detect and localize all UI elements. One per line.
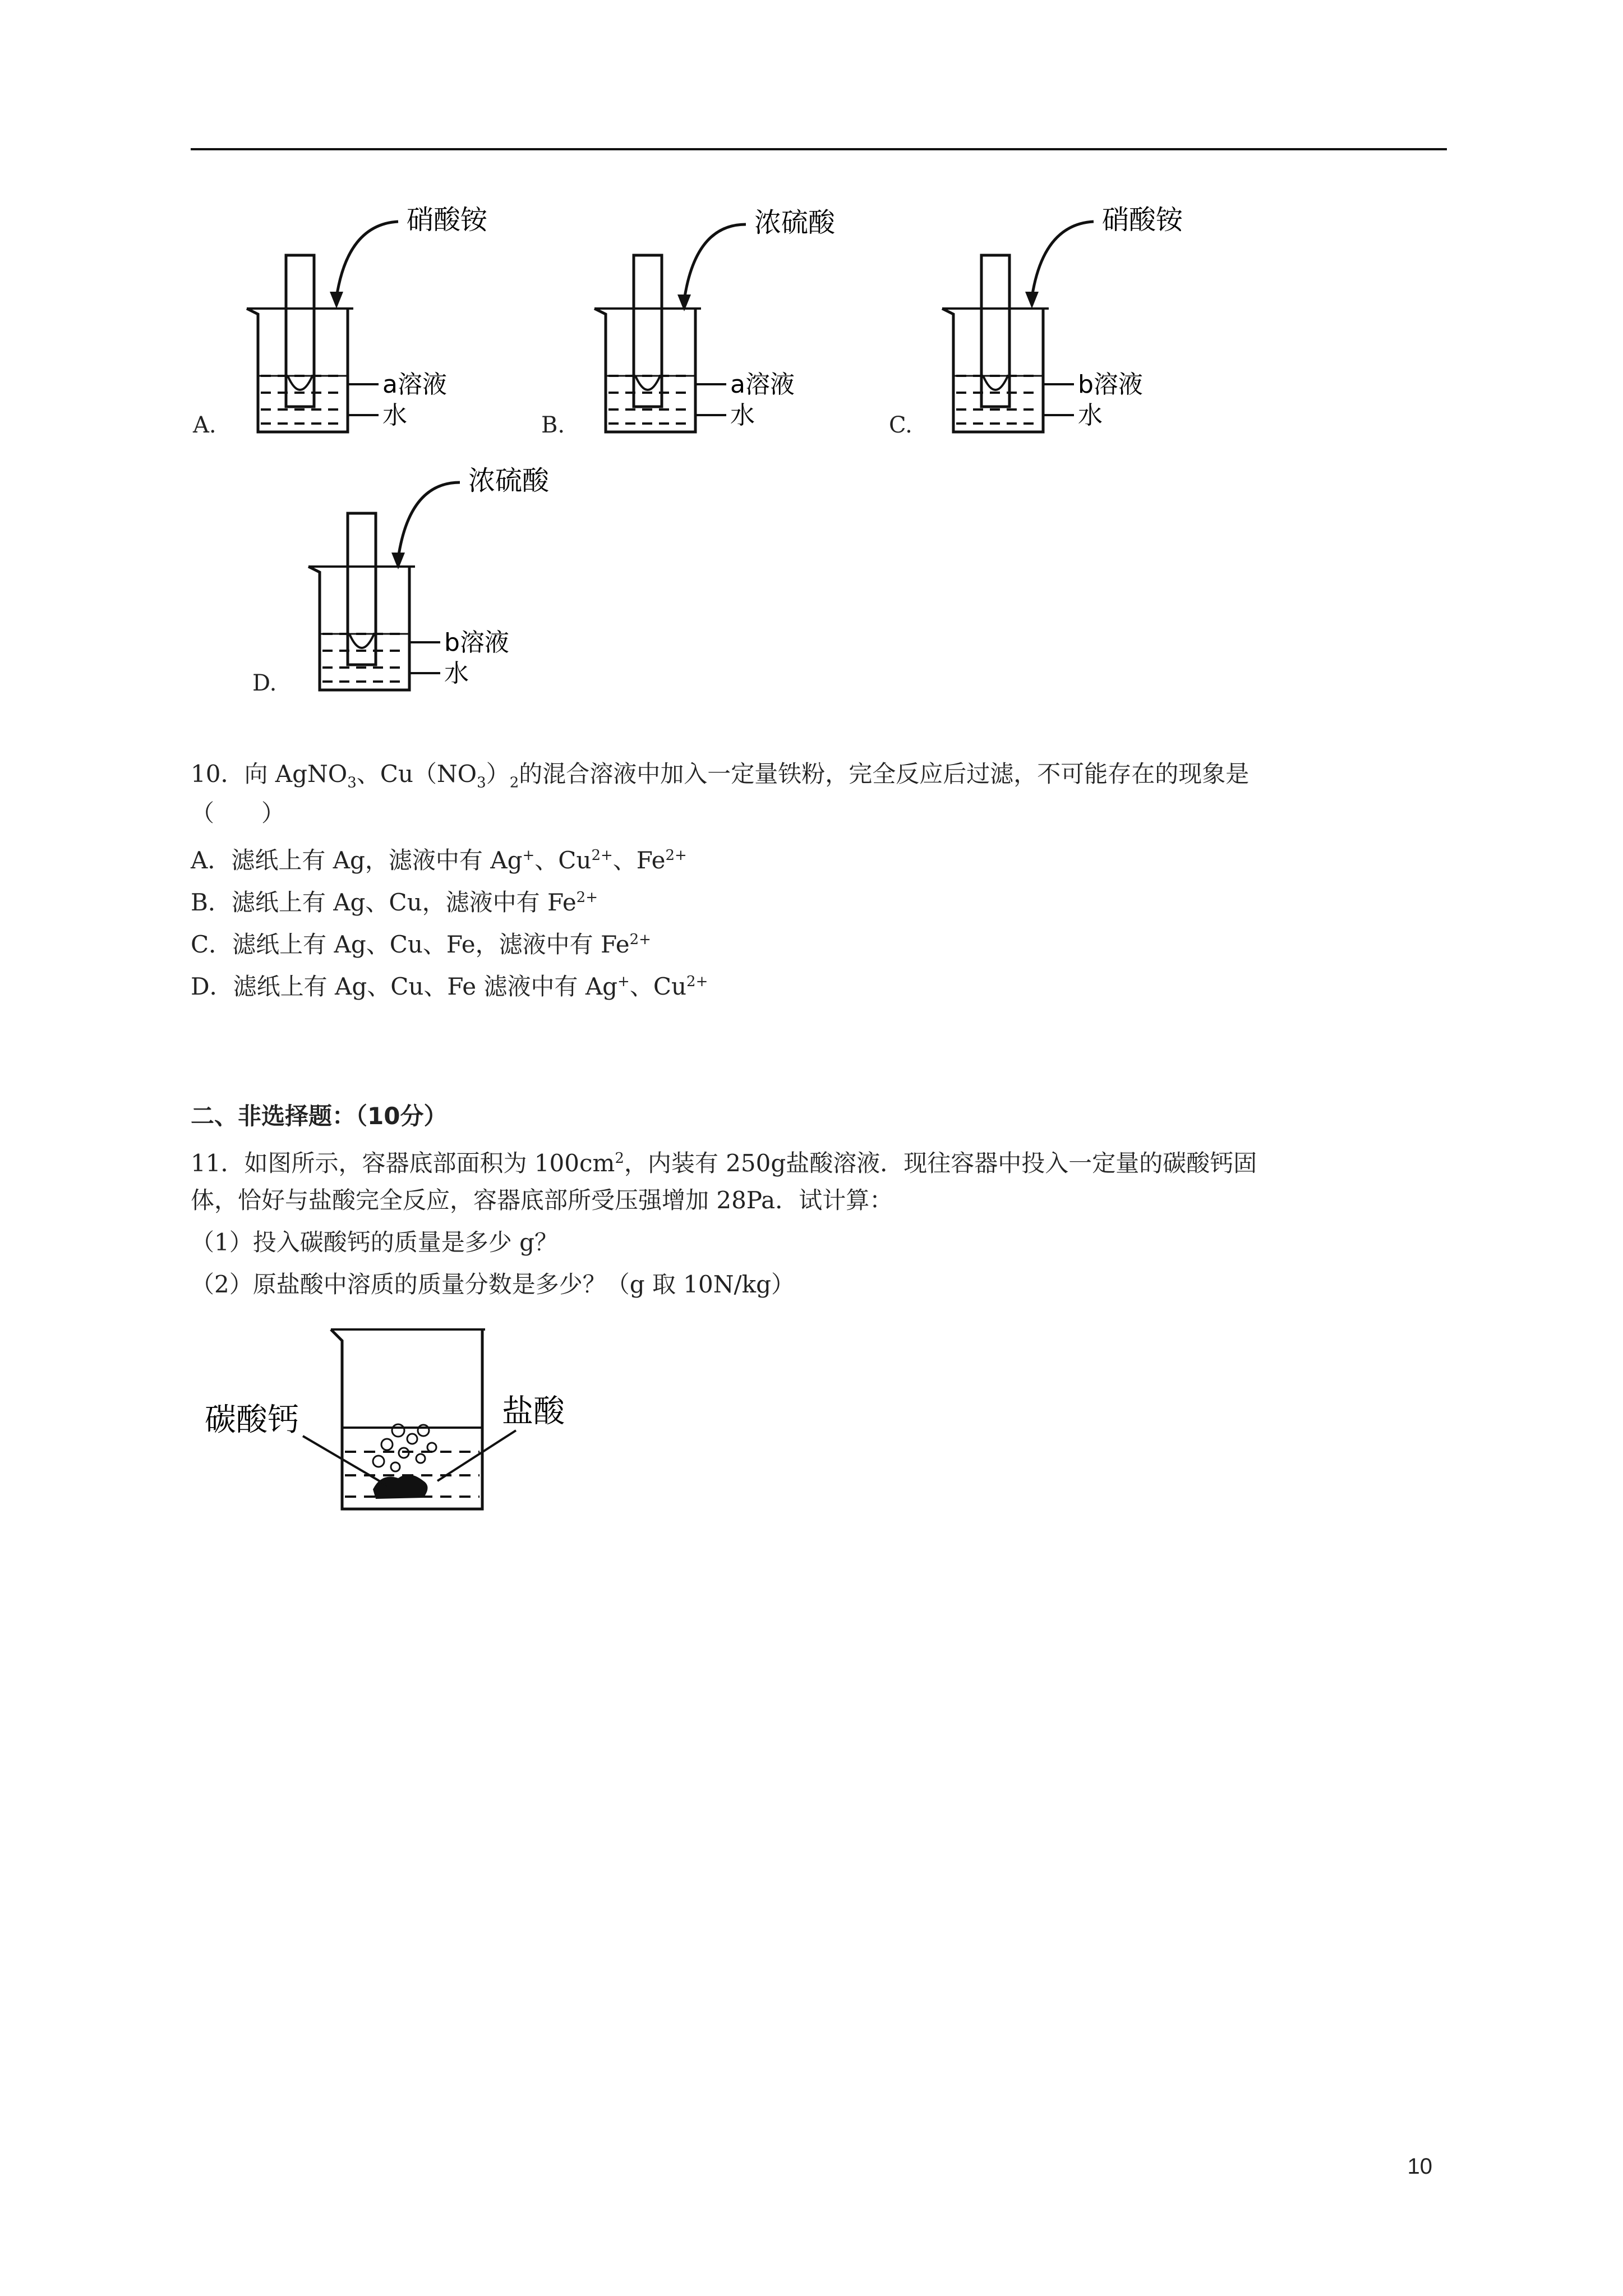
section-heading: 二、非选择题：（10分） [191, 1102, 448, 1130]
reagent-label: 硝酸铵 [1102, 204, 1183, 236]
solution-label: a溶液 [382, 370, 447, 399]
figure-option-c [931, 191, 1223, 451]
q11-line1: 11．如图所示，容器底部面积为 $100cm^2$，内装有 250g盐酸溶液．现往容器中投入一定量的碳酸钙固 [191, 1149, 1257, 1177]
page-number: 10 [1407, 2154, 1432, 2179]
reagent-label: 硝酸铵 [407, 204, 488, 236]
q11-sub1: （1）投入碳酸钙的质量是多少 g？ [191, 1228, 558, 1256]
reagent-label: 浓硫酸 [468, 465, 550, 496]
option-c-label: C. [889, 412, 912, 438]
figure-q11-beaker [202, 1318, 606, 1522]
figure-option-b [583, 191, 875, 451]
water-label: 水 [730, 401, 755, 430]
option-d-label: D. [252, 670, 277, 696]
water-label: 水 [444, 659, 469, 688]
q10-option-a: A．滤纸上有 Ag，滤液中有 Ag+、$Cu^{2+}$、$Fe^{2+}$ [191, 846, 687, 874]
option-b-label: B. [541, 412, 565, 438]
solution-label: a溶液 [730, 370, 795, 399]
q10-option-c: C．滤纸上有 Ag、Cu、Fe，滤液中有 $Fe^{2+}$ [191, 931, 651, 958]
option-a-label: A. [193, 412, 216, 438]
q10-stem: 10．向 AgNO$_3$、$Cu(NO_3)_2$的混合溶液中加入一定量铁粉，完全反应后过滤，不可能存在的现象是 [191, 760, 1249, 792]
header-rule [191, 148, 1447, 150]
figure-option-a [236, 191, 527, 451]
water-label: 水 [1078, 401, 1103, 430]
figure-option-d [297, 449, 589, 709]
q10-option-b: B．滤纸上有 Ag、Cu，滤液中有 $Fe^{2+}$ [191, 889, 598, 916]
water-label: 水 [382, 401, 407, 430]
hydrochloric-acid-label: 盐酸 [502, 1393, 565, 1430]
q11-sub2: （2）原盐酸中溶质的质量分数是多少？（g 取 10N/kg） [191, 1271, 795, 1298]
solution-label: b溶液 [1078, 370, 1143, 399]
q11-line2: 体，恰好与盐酸完全反应，容器底部所受压强增加 28Pa．试计算： [191, 1186, 893, 1214]
reagent-label: 浓硫酸 [754, 207, 836, 238]
calcium-carbonate-label: 碳酸钙 [205, 1402, 299, 1438]
q10-option-d: D．滤纸上有 Ag、Cu、Fe 滤液中有 Ag+、$Cu^{2+}$ [191, 973, 708, 1000]
q10-blank: （ ） [191, 799, 285, 827]
solution-label: b溶液 [444, 628, 509, 657]
